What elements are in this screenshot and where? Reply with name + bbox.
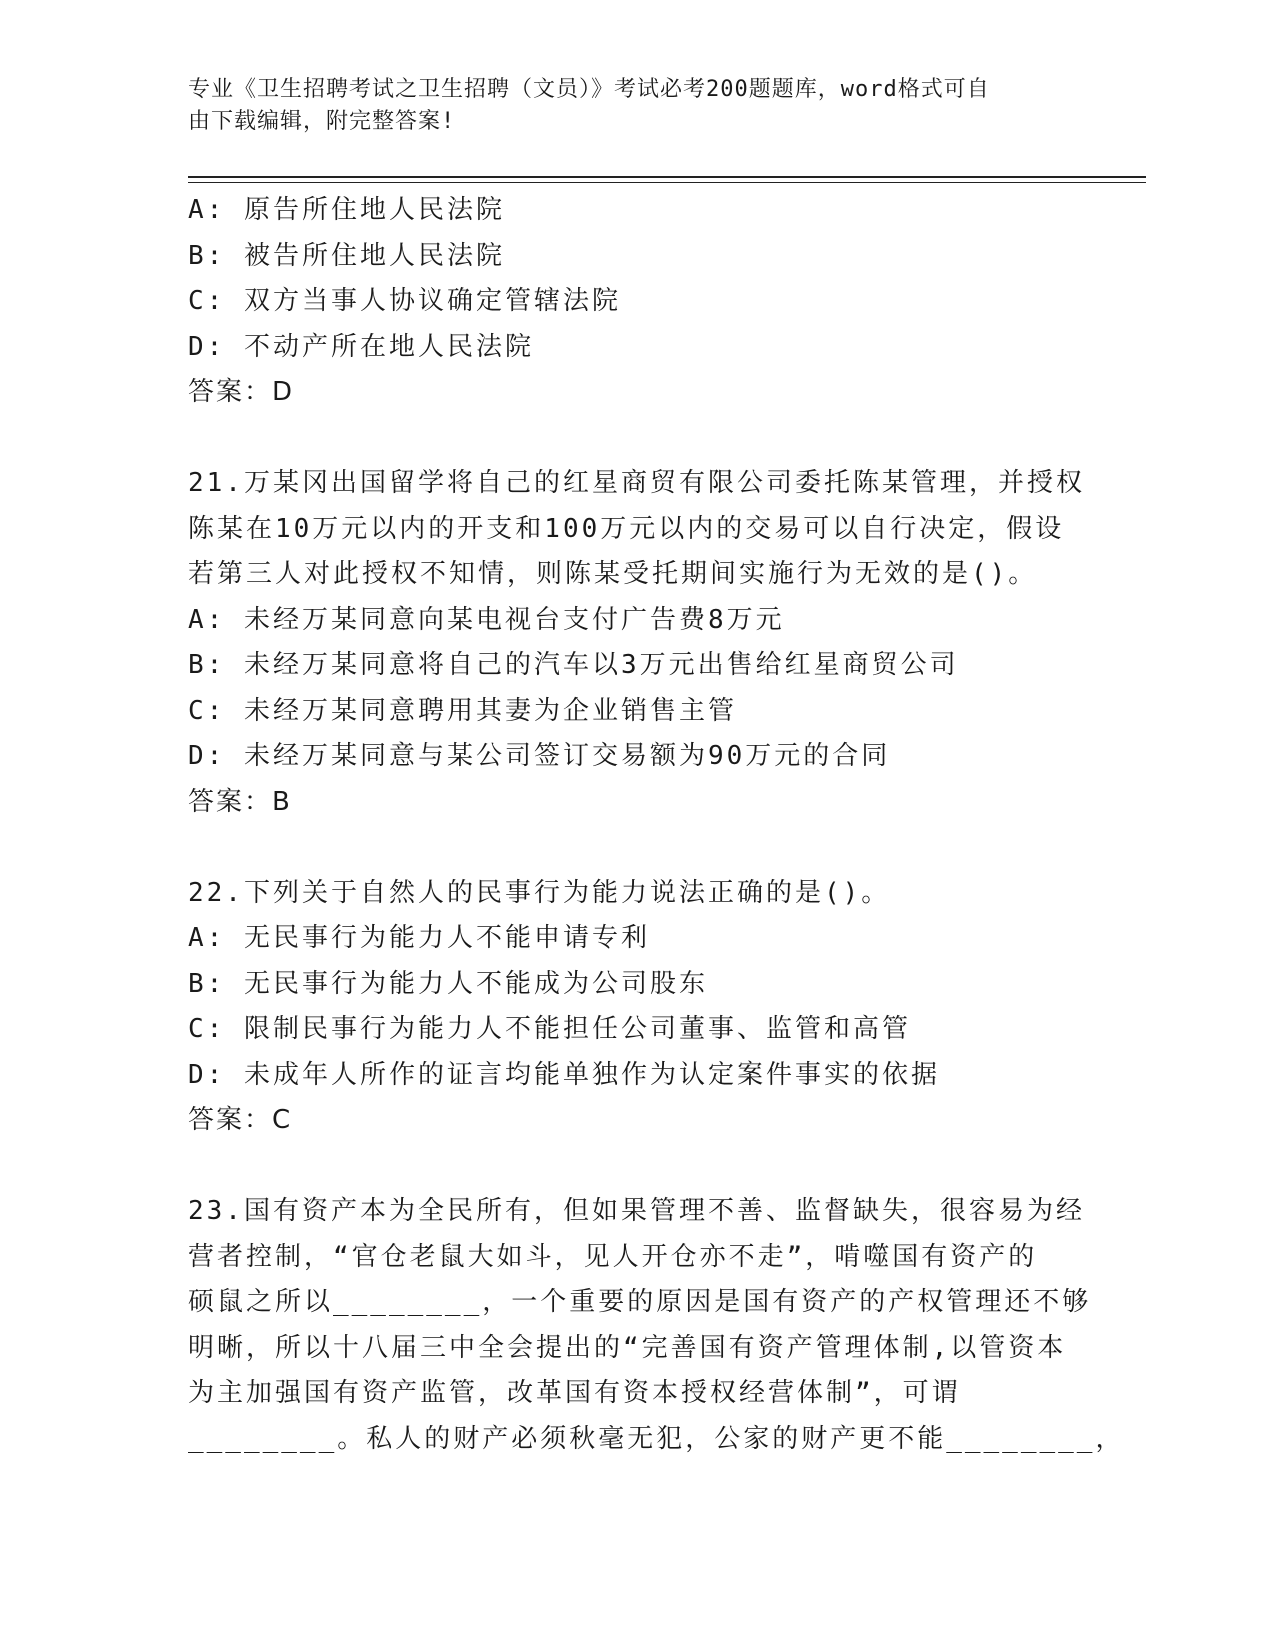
answer-line: 答案：D	[188, 377, 295, 407]
spacer	[188, 1144, 1088, 1190]
option-a: A: 无民事行为能力人不能申请专利	[188, 923, 650, 953]
option-b: B: 未经万某同意将自己的汽车以3万元出售给红星商贸公司	[188, 650, 959, 680]
answer-line: 答案：C	[188, 1105, 293, 1135]
question-20	[188, 188, 1088, 416]
question-text-line: 陈某在10万元以内的开支和100万元以内的交易可以自行决定，假设	[188, 513, 1065, 544]
header-line-2: 由下载编辑，附完整答案!	[188, 109, 456, 134]
question-text-line: 营者控制，“官仓老鼠大如斗，见人开仓亦不走”，啃噬国有资产的	[188, 1241, 1038, 1272]
option-c: C: 限制民事行为能力人不能担任公司董事、监管和高管	[188, 1014, 911, 1044]
option-d: D: 未经万某同意与某公司签订交易额为90万元的合同	[188, 741, 891, 771]
question-text-line: 为主加强国有资产监管，改革国有资本授权经营体制”，可谓	[188, 1378, 961, 1408]
document-header	[188, 74, 1068, 138]
option-d: D: 未成年人所作的证言均能单独作为认定案件事实的依据	[188, 1059, 940, 1090]
question-text-line: 若第三人对此授权不知情，则陈某受托期间实施行为无效的是()。	[188, 559, 1038, 589]
question-23	[188, 1189, 1125, 1462]
question-text-line: 硕鼠之所以________，一个重要的原因是国有资产的产权管理还不够	[188, 1287, 1092, 1317]
question-text-line: 21.万某冈出国留学将自己的红星商贸有限公司委托陈某管理，并授权	[188, 468, 1085, 498]
question-text-line: 23.国有资产本为全民所有，但如果管理不善、监督缺失，很容易为经	[188, 1196, 1085, 1226]
spacer	[188, 416, 1088, 462]
header-divider-thin	[188, 182, 1146, 183]
option-a: A: 未经万某同意向某电视台支付广告费8万元	[188, 604, 785, 635]
question-text-line: ________。私人的财产必须秋毫无犯，公家的财产更不能________，	[188, 1423, 1125, 1454]
document-body	[188, 188, 1125, 1462]
header-divider-thick	[188, 176, 1146, 178]
option-c: C: 未经万某同意聘用其妻为企业销售主管	[188, 695, 737, 726]
option-b: B: 被告所住地人民法院	[188, 240, 505, 271]
question-text-line: 22.下列关于自然人的民事行为能力说法正确的是()。	[188, 877, 891, 908]
option-d: D: 不动产所在地人民法院	[188, 331, 534, 362]
option-b: B: 无民事行为能力人不能成为公司股东	[188, 968, 708, 999]
option-a: A: 原告所住地人民法院	[188, 195, 505, 225]
option-c: C: 双方当事人协议确定管辖法院	[188, 286, 621, 316]
question-text-line: 明晰，所以十八届三中全会提出的“完善国有资产管理体制,以管资本	[188, 1332, 1067, 1363]
question-22	[188, 871, 1088, 1144]
answer-line: 答案：B	[188, 786, 292, 817]
spacer	[188, 825, 1088, 871]
header-line-1: 专业《卫生招聘考试之卫生招聘（文员）》考试必考200题题库，word格式可自	[188, 77, 990, 102]
question-21	[188, 461, 1088, 825]
